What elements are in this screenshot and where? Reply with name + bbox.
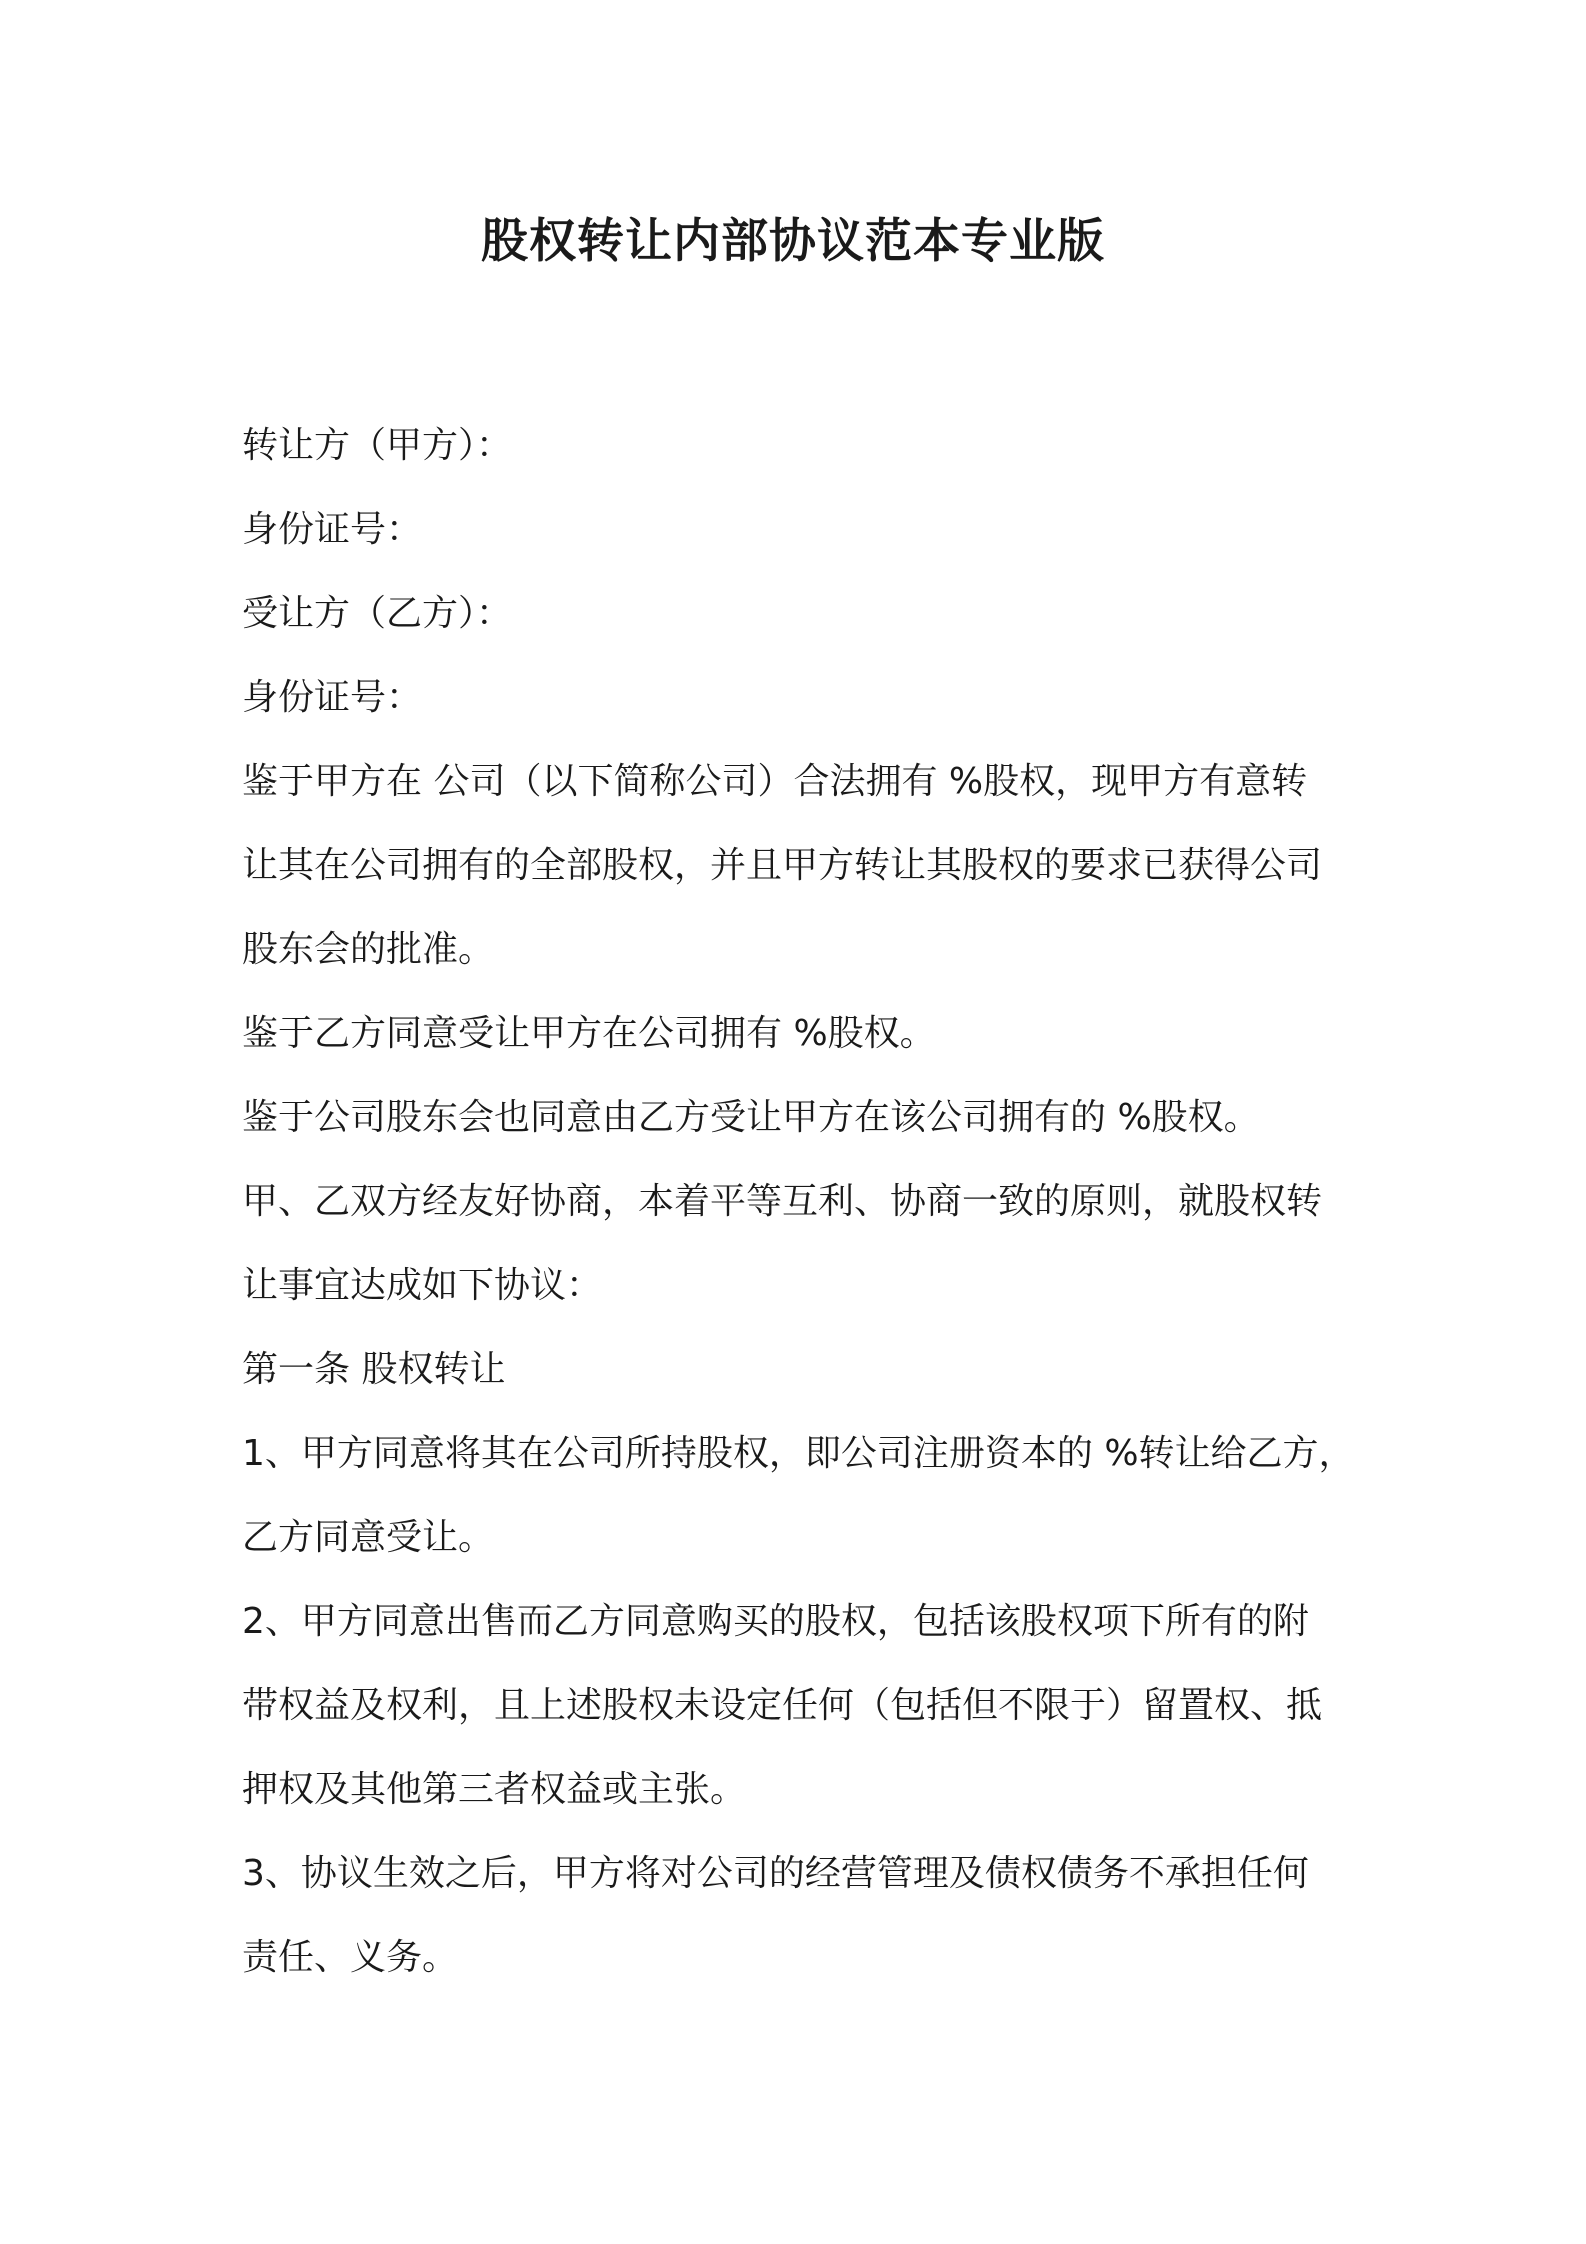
clause-line: 责任、义务。 <box>242 1937 459 1978</box>
transferee-id-label: 身份证号： <box>242 677 423 718</box>
recital-line: 鉴于公司股东会也同意由乙方受让甲方在该公司拥有的 %股权。 <box>242 1097 1260 1138</box>
transferee-label: 受让方（乙方）： <box>242 593 513 634</box>
clause-line: 押权及其他第三者权益或主张。 <box>242 1769 747 1810</box>
recital-line: 鉴于乙方同意受让甲方在公司拥有 %股权。 <box>242 1013 936 1054</box>
clause-line: 带权益及权利，且上述股权未设定任何（包括但不限于）留置权、抵 <box>242 1685 1323 1726</box>
article-heading: 第一条 股权转让 <box>242 1349 506 1390</box>
clause-line: 乙方同意受让。 <box>242 1517 495 1558</box>
recital-line: 股东会的批准。 <box>242 929 495 970</box>
transferor-id-label: 身份证号： <box>242 509 423 550</box>
clause-line: 2、甲方同意出售而乙方同意购买的股权，包括该股权项下所有的附 <box>242 1601 1309 1642</box>
clause-line: 1、甲方同意将其在公司所持股权，即公司注册资本的 %转让给乙方， <box>242 1433 1355 1474</box>
document-title: 股权转让内部协议范本专业版 <box>481 214 1105 269</box>
document-body <box>242 404 1357 2000</box>
recital-line: 鉴于甲方在 公司（以下简称公司）合法拥有 %股权，现甲方有意转 <box>242 761 1308 802</box>
clause-line: 3、协议生效之后，甲方将对公司的经营管理及债权债务不承担任何 <box>242 1853 1309 1894</box>
transferor-label: 转让方（甲方）： <box>242 425 513 466</box>
recital-line: 让其在公司拥有的全部股权，并且甲方转让其股权的要求已获得公司 <box>242 845 1323 886</box>
agreement-intro-line: 甲、乙双方经友好协商，本着平等互利、协商一致的原则，就股权转 <box>242 1181 1323 1222</box>
agreement-intro-line: 让事宜达成如下协议： <box>242 1265 603 1306</box>
